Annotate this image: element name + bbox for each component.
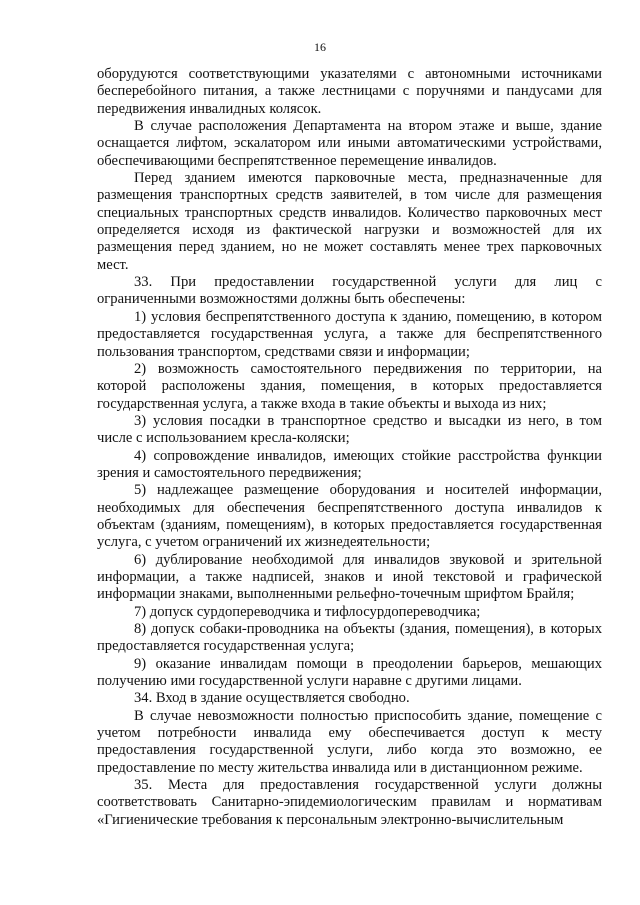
paragraph-34: 34. Вход в здание осуществляется свободно.	[134, 690, 410, 707]
document-body	[97, 66, 602, 829]
list-item-9: 9) оказание инвалидам помощи в преодолении барьеров, мешающих получению ими государственной услуги наравне с другими лицами.	[97, 655, 602, 690]
list-item-2: 2) возможность самостоятельного передвижения по территории, на которой расположены здания, помещения, в которых предоставляется государственная услуга, а также входа в такие объекты и выхода из них;	[97, 360, 602, 412]
paragraph-35: 35. Места для предоставления государственной услуги должны соответствовать Санитарно-эпидемиологическим правилам и нормативам «Гигиенические требования к персональным электронно-вычислительным	[97, 777, 602, 828]
paragraph-34-exception: В случае невозможности полностью приспособить здание, помещение с учетом потребности инвалида ему обеспечивается доступ к месту предоставления государственной услуги, либо когда это возможно, ее предоставление по месту жительства инвалида или в дистанционном режиме.	[97, 707, 602, 776]
paragraph-parking: Перед зданием имеются парковочные места, предназначенные для размещения транспортных средств заявителей, в том числе для размещения специальных транспортных средств инвалидов. Количество парковочных мест определяется исходя из фактической нагрузки и возможностей для их размещения перед зданием, но не может составлять менее трех парковочных мест.	[97, 170, 602, 273]
list-item-4: 4) сопровождение инвалидов, имеющих стойкие расстройства функции зрения и самостоятельного передвижения;	[97, 447, 602, 481]
list-item-5: 5) надлежащее размещение оборудования и носителей информации, необходимых для обеспечения беспрепятственного доступа инвалидов к объектам (зданиям, помещениям), в которых предоставляется государственная услуга, с учетом ограничений их жизнедеятельности;	[97, 482, 602, 551]
list-item-8: 8) допуск собаки-проводника на объекты (здания, помещения), в которых предоставляется государственная услуга;	[97, 621, 602, 655]
list-item-6: 6) дублирование необходимой для инвалидов звуковой и зрительной информации, а также надписей, знаков и иной текстовой и графической информации знаками, выполненными рельефно-точечным шрифтом Брайля;	[97, 551, 602, 603]
page-number: 16	[314, 40, 326, 54]
paragraph-33-intro: 33. При предоставлении государственной услуги для лиц с ограниченными возможностями должны быть обеспечены:	[97, 274, 602, 308]
list-item-1: 1) условия беспрепятственного доступа к зданию, помещению, в котором предоставляется государственная услуга, а также для беспрепятственного пользования транспортом, средствами связи и информации;	[97, 308, 602, 360]
list-item-3: 3) условия посадки в транспортное средство и высадки из него, в том числе с использованием кресла-коляски;	[97, 412, 602, 447]
paragraph-elevator: В случае расположения Департамента на втором этаже и выше, здание оснащается лифтом, эскалатором или иными автоматическими устройствами, обеспечивающими беспрепятственное перемещение инвалидов.	[97, 118, 602, 169]
list-item-7: 7) допуск сурдопереводчика и тифлосурдопереводчика;	[134, 603, 481, 620]
paragraph-continuation: оборудуются соответствующими указателями с автономными источниками бесперебойного питания, а также лестницами с поручнями и пандусами для передвижения инвалидных колясок.	[97, 66, 602, 117]
